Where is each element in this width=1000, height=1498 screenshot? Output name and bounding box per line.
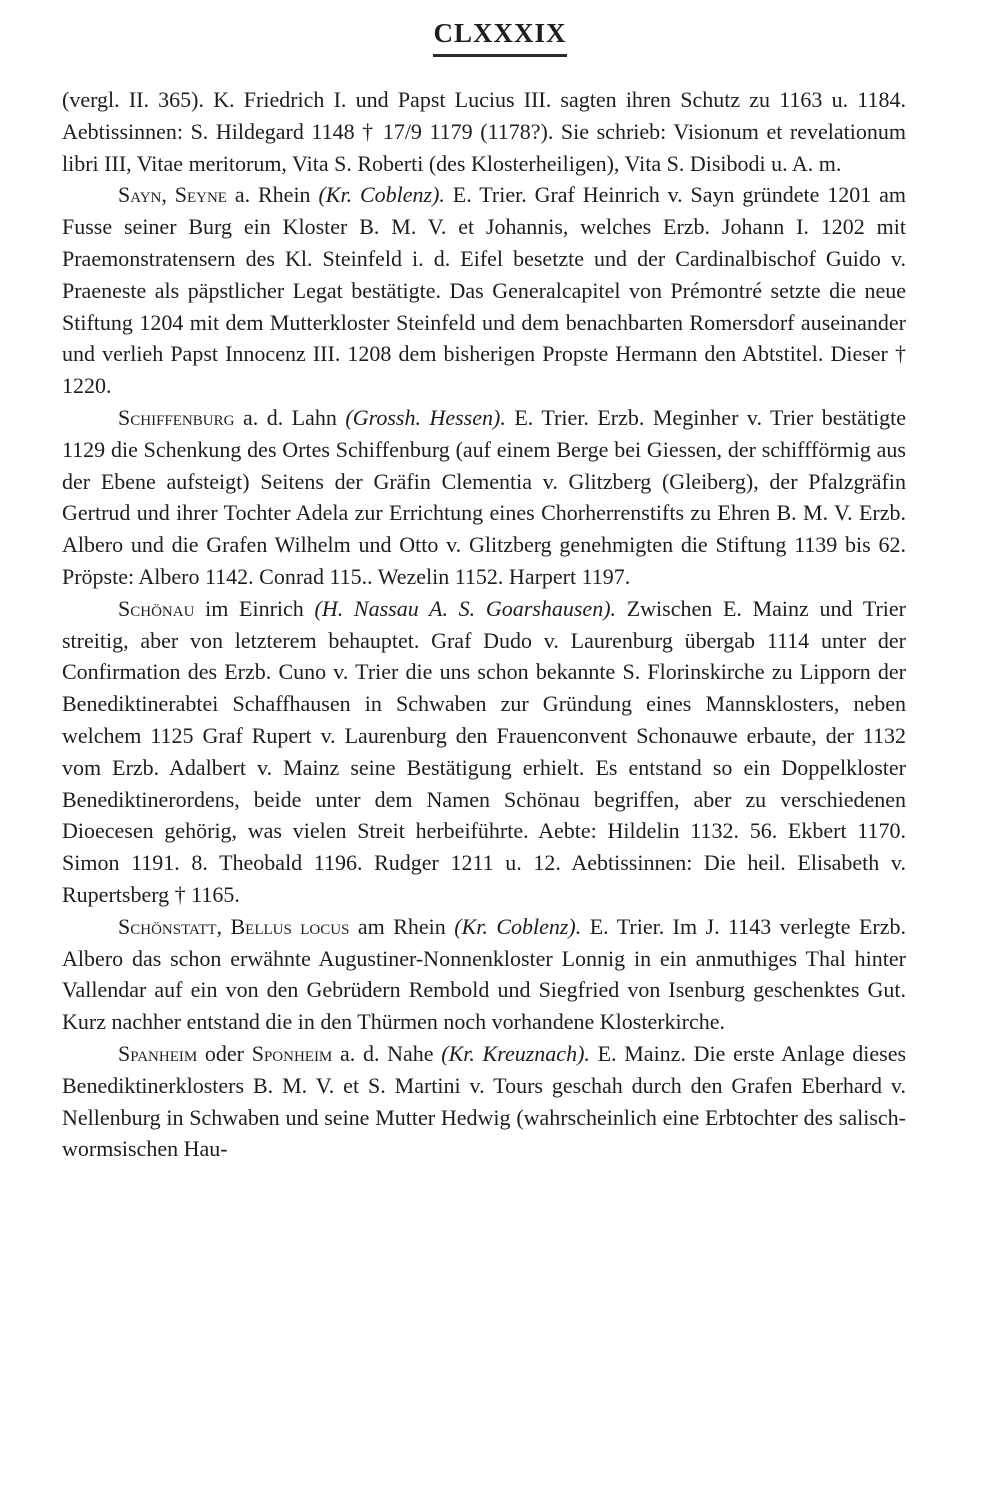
entry-name-alt: Sponheim (251, 1040, 333, 1066)
entry-location: a. d. Nahe (339, 1040, 434, 1066)
entry-sayn (62, 179, 906, 402)
entry-name: Sayn, Seyne (118, 182, 227, 208)
text-body (62, 84, 906, 1165)
entry-spanheim (62, 1038, 906, 1165)
entry-region: (Kr. Coblenz). (454, 913, 582, 939)
entry-location: a. Rhein (234, 182, 311, 208)
entry-location: am Rhein (357, 913, 446, 939)
entry-text: E. Trier. Erzb. Meginher v. Trier bestätigte 1129 die Schenkung des Ortes Schiffenburg (auf einem Berge bei Giessen, der schiffförmig aus der Ebene aufsteigt) Seitens der Gräfin Clementia v. Glitzberg (Gleiberg), der Pfalzgräfin Gertrud und ihrer Tochter Adela zur Errichtung eines Chorherrenstifts zu Ehren B. M. V. Erzb. Albero und die Grafen Wilhelm und Otto v. Glitzberg genehmigten die Stiftung 1139 bis 62. Pröpste: Albero 1142. Conrad 115.. Wezelin 1152. Harpert 1197. (62, 404, 907, 589)
entry-region: (Grossh. Hessen). (345, 404, 506, 430)
entry-text: E. Trier. Im J. 1143 verlegte Erzb. Albero das schon erwähnte Augustiner-Nonnenkloster Lonnig in ein anmuthiges Thal hinter Vallendar auf ein von den Gebrüdern Rembold und Siegfried von Isenburg geschenktes Gut. Kurz nachher entstand die in den Thürmen noch vorhandene Klosterkirche. (62, 913, 906, 1035)
entry-name: Schönstatt, Bellus locus (118, 913, 350, 939)
entry-location: im Einrich (205, 595, 304, 621)
entry-name: Schönau (118, 595, 195, 621)
entry-text: E. Mainz. Die erste Anlage dieses Benediktinerklosters B. M. V. et S. Martini v. Tours geschah durch den Grafen Eberhard v. Nellenburg in Schwaben und seine Mutter Hedwig (wahrscheinlich eine Erbtochter des salisch-wormsischen Hau- (62, 1040, 907, 1162)
entry-schoenau (62, 593, 906, 911)
entry-text: E. Trier. Graf Heinrich v. Sayn gründete 1201 am Fusse seiner Burg ein Kloster B. M. V. et Johannis, welches Erzb. Johann I. 1202 mit Praemonstratensern des Kl. Steinfeld i. d. Eifel besetzte und der Cardinalbischof Guido v. Praeneste als päpstlicher Legat bestätigte. Das Generalcapitel von Prémontré setzte die neue Stiftung 1204 mit dem Mutterkloster Steinfeld und dem benachbarten Romersdorf auseinander und verlieh Papst Innocenz III. 1208 dem bisherigen Propste Hermann den Abtstitel. Dieser † 1220. (62, 182, 907, 399)
entry-schoenstatt (62, 911, 906, 1038)
entry-name: Spanheim (118, 1040, 198, 1066)
entry-name: Schiffenburg (118, 404, 235, 430)
entry-region: (Kr. Kreuznach). (441, 1040, 590, 1066)
entry-connector: oder (204, 1040, 244, 1066)
entry-schiffenburg (62, 402, 906, 593)
entry-region: (H. Nassau A. S. Goarshausen). (314, 595, 617, 621)
paragraph-text: (vergl. II. 365). K. Friedrich I. und Papst Lucius III. sagten ihren Schutz zu 1163 u. 1184. Aebtissinnen: S. Hildegard 1148 † 17/9 1179 (1178?). Sie schrieb: Visionum et revelationum libri III, Vitae meritorum, Vita S. Roberti (des Klosterheiligen), Vita S. Disibodi u. A. m. (62, 87, 906, 176)
page-number: CLXXXIX (433, 18, 566, 57)
paragraph-continuation (62, 84, 906, 179)
entry-region: (Kr. Coblenz). (318, 182, 445, 208)
entry-text: Zwischen E. Mainz und Trier streitig, aber von letzterem behauptet. Graf Dudo v. Laurenburg übergab 1114 unter der Confirmation des Erzb. Cuno v. Trier die uns schon bekannte S. Florinskirche zu Lipporn der Benediktinerabtei Schaffhausen in Schwaben zur Gründung eines Mannsklosters, neben welchem 1125 Graf Rupert v. Laurenburg den Frauenconvent Schonauwe erbaute, der 1132 vom Erzb. Adalbert v. Mainz seine Bestätigung erhielt. Es entstand so ein Doppelkloster Benediktinerordens, beide unter dem Namen Schönau begriffen, aber zu verschiedenen Dioecesen gehörig, was vielen Streit herbeiführte. Aebte: Hildelin 1132. 56. Ekbert 1170. Simon 1191. 8. Theobald 1196. Rudger 1211 u. 12. Aebtissinnen: Die heil. Elisabeth v. Rupertsberg † 1165. (62, 595, 907, 907)
page-header (0, 18, 1000, 57)
entry-location: a. d. Lahn (242, 404, 337, 430)
